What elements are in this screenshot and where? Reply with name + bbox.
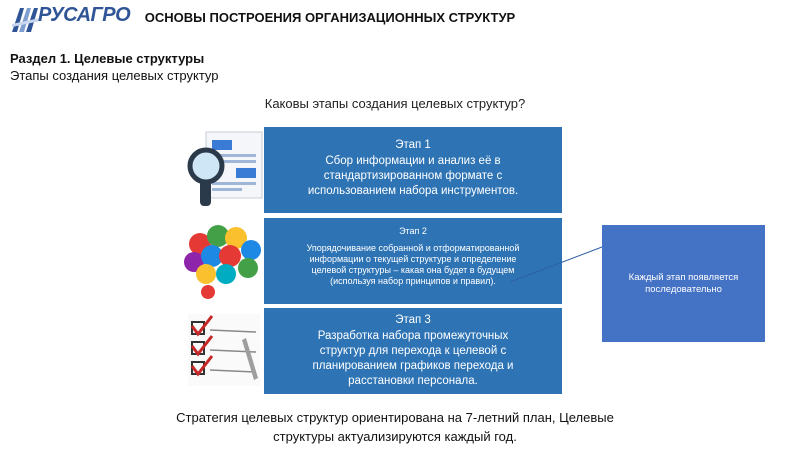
stage-3-text: Разработка набора промежуточных структур для перехода к целевой с планированием графиков перехода и расстановки персонала. [312, 330, 514, 387]
stage-1-text: Сбор информации и анализ её в стандартизированном формате с использованием набора инструментов. [307, 155, 519, 197]
callout-note [602, 225, 765, 342]
question-heading: Каковы этапы создания целевых структур? [264, 96, 526, 111]
logo-text: РУСАГРО [38, 4, 131, 26]
section-title: Раздел 1. Целевые структуры [10, 51, 205, 66]
footer-note: Стратегия целевых структур ориентирована на 7-летний план, Целевые структуры актуализируются каждый год. [176, 410, 614, 444]
stage-2-text: Упорядочивание собранной и отформатированной информации о текущей структуре и определение целевой структуры – какая она будет в будущем (используя набор принципов и правил). [306, 243, 520, 286]
stage-3-label: Этап 3 [395, 314, 431, 326]
section-subtitle: Этапы создания целевых структур [10, 68, 219, 83]
page-title: ОСНОВЫ ПОСТРОЕНИЯ ОРГАНИЗАЦИОННЫХ СТРУКТУР [144, 10, 516, 25]
stage-2-label: Этап 2 [399, 226, 427, 236]
callout-note-text: Каждый этап появляется последовательно [628, 271, 739, 295]
stage-1-label: Этап 1 [395, 139, 431, 151]
